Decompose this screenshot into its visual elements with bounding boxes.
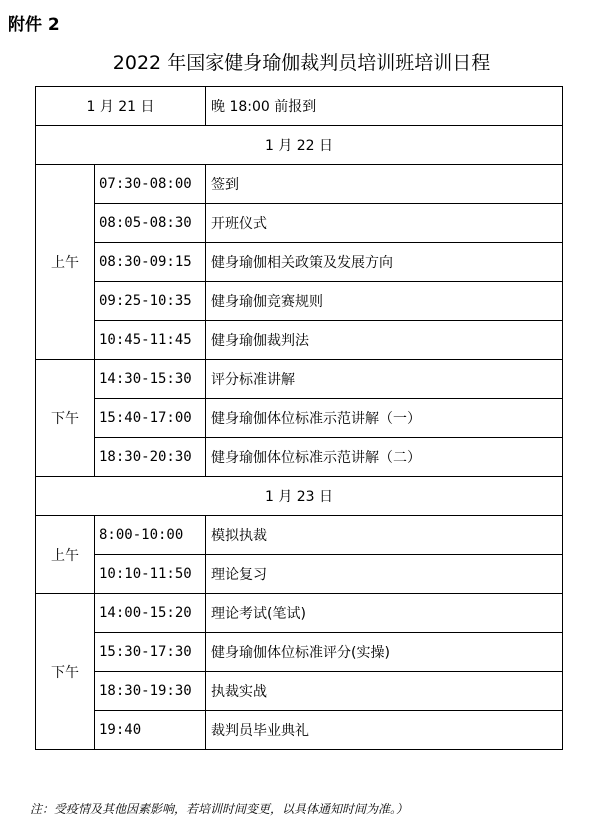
day1-morning-label: 上午	[36, 165, 95, 360]
activity-cell: 理论考试(笔试)	[206, 594, 563, 633]
arrival-row	[36, 87, 563, 126]
time-cell: 08:30-09:15	[95, 243, 206, 282]
time-cell: 10:45-11:45	[95, 321, 206, 360]
time-cell: 15:40-17:00	[95, 399, 206, 438]
time-cell: 10:10-11:50	[95, 555, 206, 594]
activity-cell: 健身瑜伽体位标准示范讲解（二）	[206, 438, 563, 477]
table-row	[36, 165, 563, 204]
table-row	[36, 633, 563, 672]
table-row	[36, 282, 563, 321]
time-cell: 07:30-08:00	[95, 165, 206, 204]
time-cell: 18:30-20:30	[95, 438, 206, 477]
day2-afternoon-label: 下午	[36, 594, 95, 750]
activity-cell: 健身瑜伽相关政策及发展方向	[206, 243, 563, 282]
footnote: 注：受疫情及其他因素影响，若培训时间变更，以具体通知时间为准。）	[30, 802, 409, 816]
day2-header: 1 月 23 日	[36, 477, 563, 516]
day1-afternoon-label: 下午	[36, 360, 95, 477]
activity-cell: 健身瑜伽裁判法	[206, 321, 563, 360]
day-header-row	[36, 477, 563, 516]
schedule-table	[35, 86, 563, 750]
time-cell: 19:40	[95, 711, 206, 750]
time-cell: 14:30-15:30	[95, 360, 206, 399]
time-cell: 14:00-15:20	[95, 594, 206, 633]
arrival-note: 晚 18:00 前报到	[206, 87, 563, 126]
table-row	[36, 399, 563, 438]
time-cell: 8:00-10:00	[95, 516, 206, 555]
day-header-row	[36, 126, 563, 165]
activity-cell: 裁判员毕业典礼	[206, 711, 563, 750]
table-row	[36, 711, 563, 750]
attachment-label: 附件 2	[8, 15, 60, 35]
activity-cell: 健身瑜伽体位标准评分(实操)	[206, 633, 563, 672]
day2-morning-label: 上午	[36, 516, 95, 594]
time-cell: 18:30-19:30	[95, 672, 206, 711]
table-row	[36, 594, 563, 633]
table-row	[36, 243, 563, 282]
activity-cell: 开班仪式	[206, 204, 563, 243]
page-title: 2022 年国家健身瑜伽裁判员培训班培训日程	[112, 52, 491, 74]
activity-cell: 模拟执裁	[206, 516, 563, 555]
activity-cell: 执裁实战	[206, 672, 563, 711]
table-row	[36, 516, 563, 555]
table-row	[36, 555, 563, 594]
table-row	[36, 360, 563, 399]
activity-cell: 健身瑜伽竞赛规则	[206, 282, 563, 321]
arrival-date: 1 月 21 日	[36, 87, 206, 126]
activity-cell: 签到	[206, 165, 563, 204]
table-row	[36, 321, 563, 360]
day1-header: 1 月 22 日	[36, 126, 563, 165]
table-row	[36, 204, 563, 243]
time-cell: 15:30-17:30	[95, 633, 206, 672]
table-row	[36, 438, 563, 477]
time-cell: 08:05-08:30	[95, 204, 206, 243]
time-cell: 09:25-10:35	[95, 282, 206, 321]
activity-cell: 评分标准讲解	[206, 360, 563, 399]
activity-cell: 健身瑜伽体位标准示范讲解（一）	[206, 399, 563, 438]
table-row	[36, 672, 563, 711]
activity-cell: 理论复习	[206, 555, 563, 594]
